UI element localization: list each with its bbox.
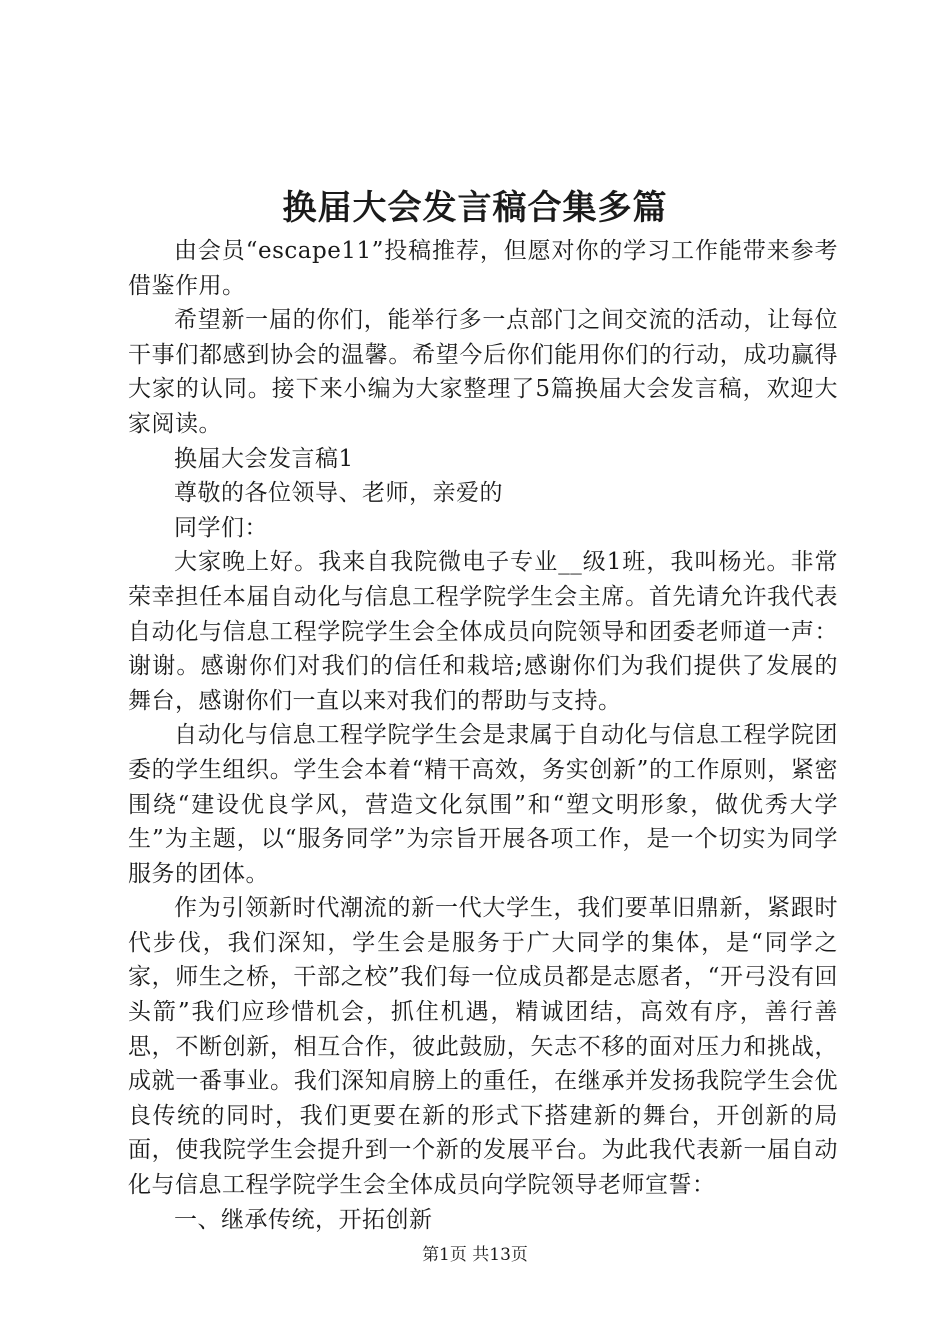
- paragraph-speech-heading: 换届大会发言稿1: [174, 445, 354, 472]
- page-footer: [0, 1240, 950, 1270]
- paragraph-section-heading: 一、继承传统，开拓创新: [174, 1206, 433, 1233]
- document-title: 换届大会发言稿合集多篇: [282, 188, 668, 228]
- paragraph-mission: 作为引领新时代潮流的新一代大学生，我们要革旧鼎新，紧跟时代步伐，我们深知，学生会是服务于广大同学的集体，是“同学之家，师生之桥，干部之校”我们每一位成员都是志愿者，“开弓没有回头箭”我们应珍惜机会，抓住机遇，精诚团结，高效有序，善行善思，不断创新，相互合作，彼此鼓励，矢志不移的面对压力和挑战，成就一番事业。我们深知肩膀上的重任，在继承并发扬我院学生会优良传统的同时，我们更要在新的形式下搭建新的舞台，开创新的局面，使我院学生会提升到一个新的发展平台。为此我代表新一届自动化与信息工程学院学生会全体成员向学院领导老师宣誓：: [128, 895, 838, 1199]
- paragraph-source-note: 由会员“escape11”投稿推荐，但愿对你的学习工作能带来参考借鉴作用。: [128, 238, 838, 299]
- document-body: [128, 234, 838, 1237]
- paragraph-salutation-continued: 同学们：: [174, 514, 268, 541]
- page-number-indicator: 第1页 共13页: [422, 1245, 528, 1265]
- paragraph-organization: 自动化与信息工程学院学生会是隶属于自动化与信息工程学院团委的学生组织。学生会本着“精干高效，务实创新”的工作原则，紧密围绕“建设优良学风，营造文化氛围”和“塑文明形象，做优秀大学生”为主题，以“服务同学”为宗旨开展各项工作，是一个切实为同学服务的团体。: [128, 722, 838, 887]
- paragraph-salutation: 尊敬的各位领导、老师，亲爱的: [174, 480, 503, 507]
- paragraph-greeting: 大家晚上好。我来自我院微电子专业__级1班，我叫杨光。非常荣幸担任本届自动化与信息工程学院学生会主席。首先请允许我代表自动化与信息工程学院学生会全体成员向院领导和团委老师道一声：谢谢。感谢你们对我们的信任和栽培;感谢你们为我们提供了发展的舞台，感谢你们一直以来对我们的帮助与支持。: [128, 549, 838, 714]
- paragraph-intro: 希望新一届的你们，能举行多一点部门之间交流的活动，让每位干事们都感到协会的温馨。希望今后你们能用你们的行动，成功赢得大家的认同。接下来小编为大家整理了5篇换届大会发言稿，欢迎大家阅读。: [128, 307, 838, 437]
